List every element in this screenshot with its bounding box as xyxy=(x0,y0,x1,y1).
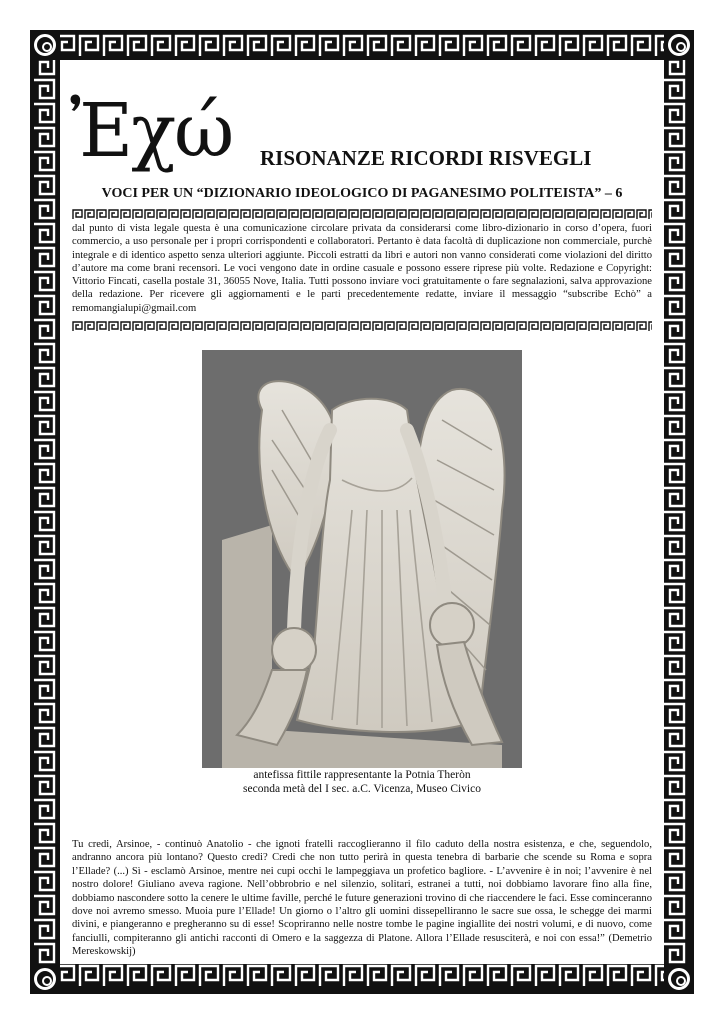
meander-divider-bottom xyxy=(72,320,652,332)
corner-ornament-top-left xyxy=(34,34,56,56)
caption-line-1: antefissa fittile rappresentante la Potnia Theròn xyxy=(253,769,471,781)
caption-line-2: seconda metà del I sec. a.C. Vicenza, Museo Civico xyxy=(243,783,481,795)
literary-quote: Tu credi, Arsinoe, - continuò Anatolio - che ignoti fratelli raccoglieranno il filo caduto della nostra esistenza, e che, seguendolo, andranno ancora più lontano? Questo credi? Credi che non tutto perirà in questa tenebra di barbarie che scende su Roma e sopra l’Ellade? (...) Sì - esclamò Arsinoe, mentre nei cupi occhi le lampeggiava un profetico bagliore. - L’avvenire è in noi; l’avvenire è nel nostro dolore! Giuliano aveva ragione. Nell’obbrobrio e nel silenzio, solitari, estranei a tutti, noi dobbiamo lavorare fino alla fine, dobbiamo nascondere sotto la cenere le ultime faville, perché le future generazioni trovino di che riaccendere le faci. Esse cominceranno dove noi avremo smesso. Muoia pure l’Ellade! Un giorno o l’altro gli uomini dissepelliranno le sacre sue ossa, le schegge dei marmi divini, e piangeranno e pregheranno su di esse! Scopriranno nelle nostre tombe le pagine ingiallite dei nostri volumi, e di nuovo, come fanciulli, compiteranno gli antichi racconti di Omero e la saggezza di Platone. Allora l’Ellade resusciterà, e noi con essa!” (Demetrio Mereskowskij) xyxy=(72,839,652,958)
page-content xyxy=(60,60,664,964)
page-subtitle: VOCI PER UN “DIZIONARIO IDEOLOGICO DI PAGANESIMO POLITEISTA” – 6 xyxy=(101,186,623,201)
corner-ornament-bottom-left xyxy=(34,968,56,990)
echo-logo: Ἐχώ xyxy=(70,88,233,174)
potnia-theron-relief-image xyxy=(202,350,522,768)
corner-ornament-top-right xyxy=(668,34,690,56)
antefix-photo xyxy=(202,350,522,768)
figure-caption xyxy=(60,768,664,796)
legal-notice: dal punto di vista legale questa è una comunicazione circolare privata da considerarsi come libro-dizionario in corso d’opera, fuori commercio, a uso personale per i propri corrispondenti e collaboratori. Pertanto è data facoltà di duplicazione non commerciale, purchè integrale e di identico aspetto senza ulteriori aggiunte. Piccoli estratti da libri e autori non vanno considerati come violazioni del diritto d’autore ma come brani recensori. Le voci vengono date in ordine casuale e possono essere riprese più volte. Redazione e Copyright: Vittorio Fincati, casella postale 31, 36055 Nove, Italia. Tutti possono inviare voci gratuitamente o fare segnalazioni, salva approvazione della redazione. Per ricevere gli aggiornamenti e le parti precedentemente redatte, inviare il messaggio “subscribe Echò” a remomangialupi@gmail.com xyxy=(72,223,652,314)
corner-ornament-bottom-right xyxy=(668,968,690,990)
page-title: RISONANZE RICORDI RISVEGLI xyxy=(260,146,592,170)
meander-divider-top xyxy=(72,208,652,220)
